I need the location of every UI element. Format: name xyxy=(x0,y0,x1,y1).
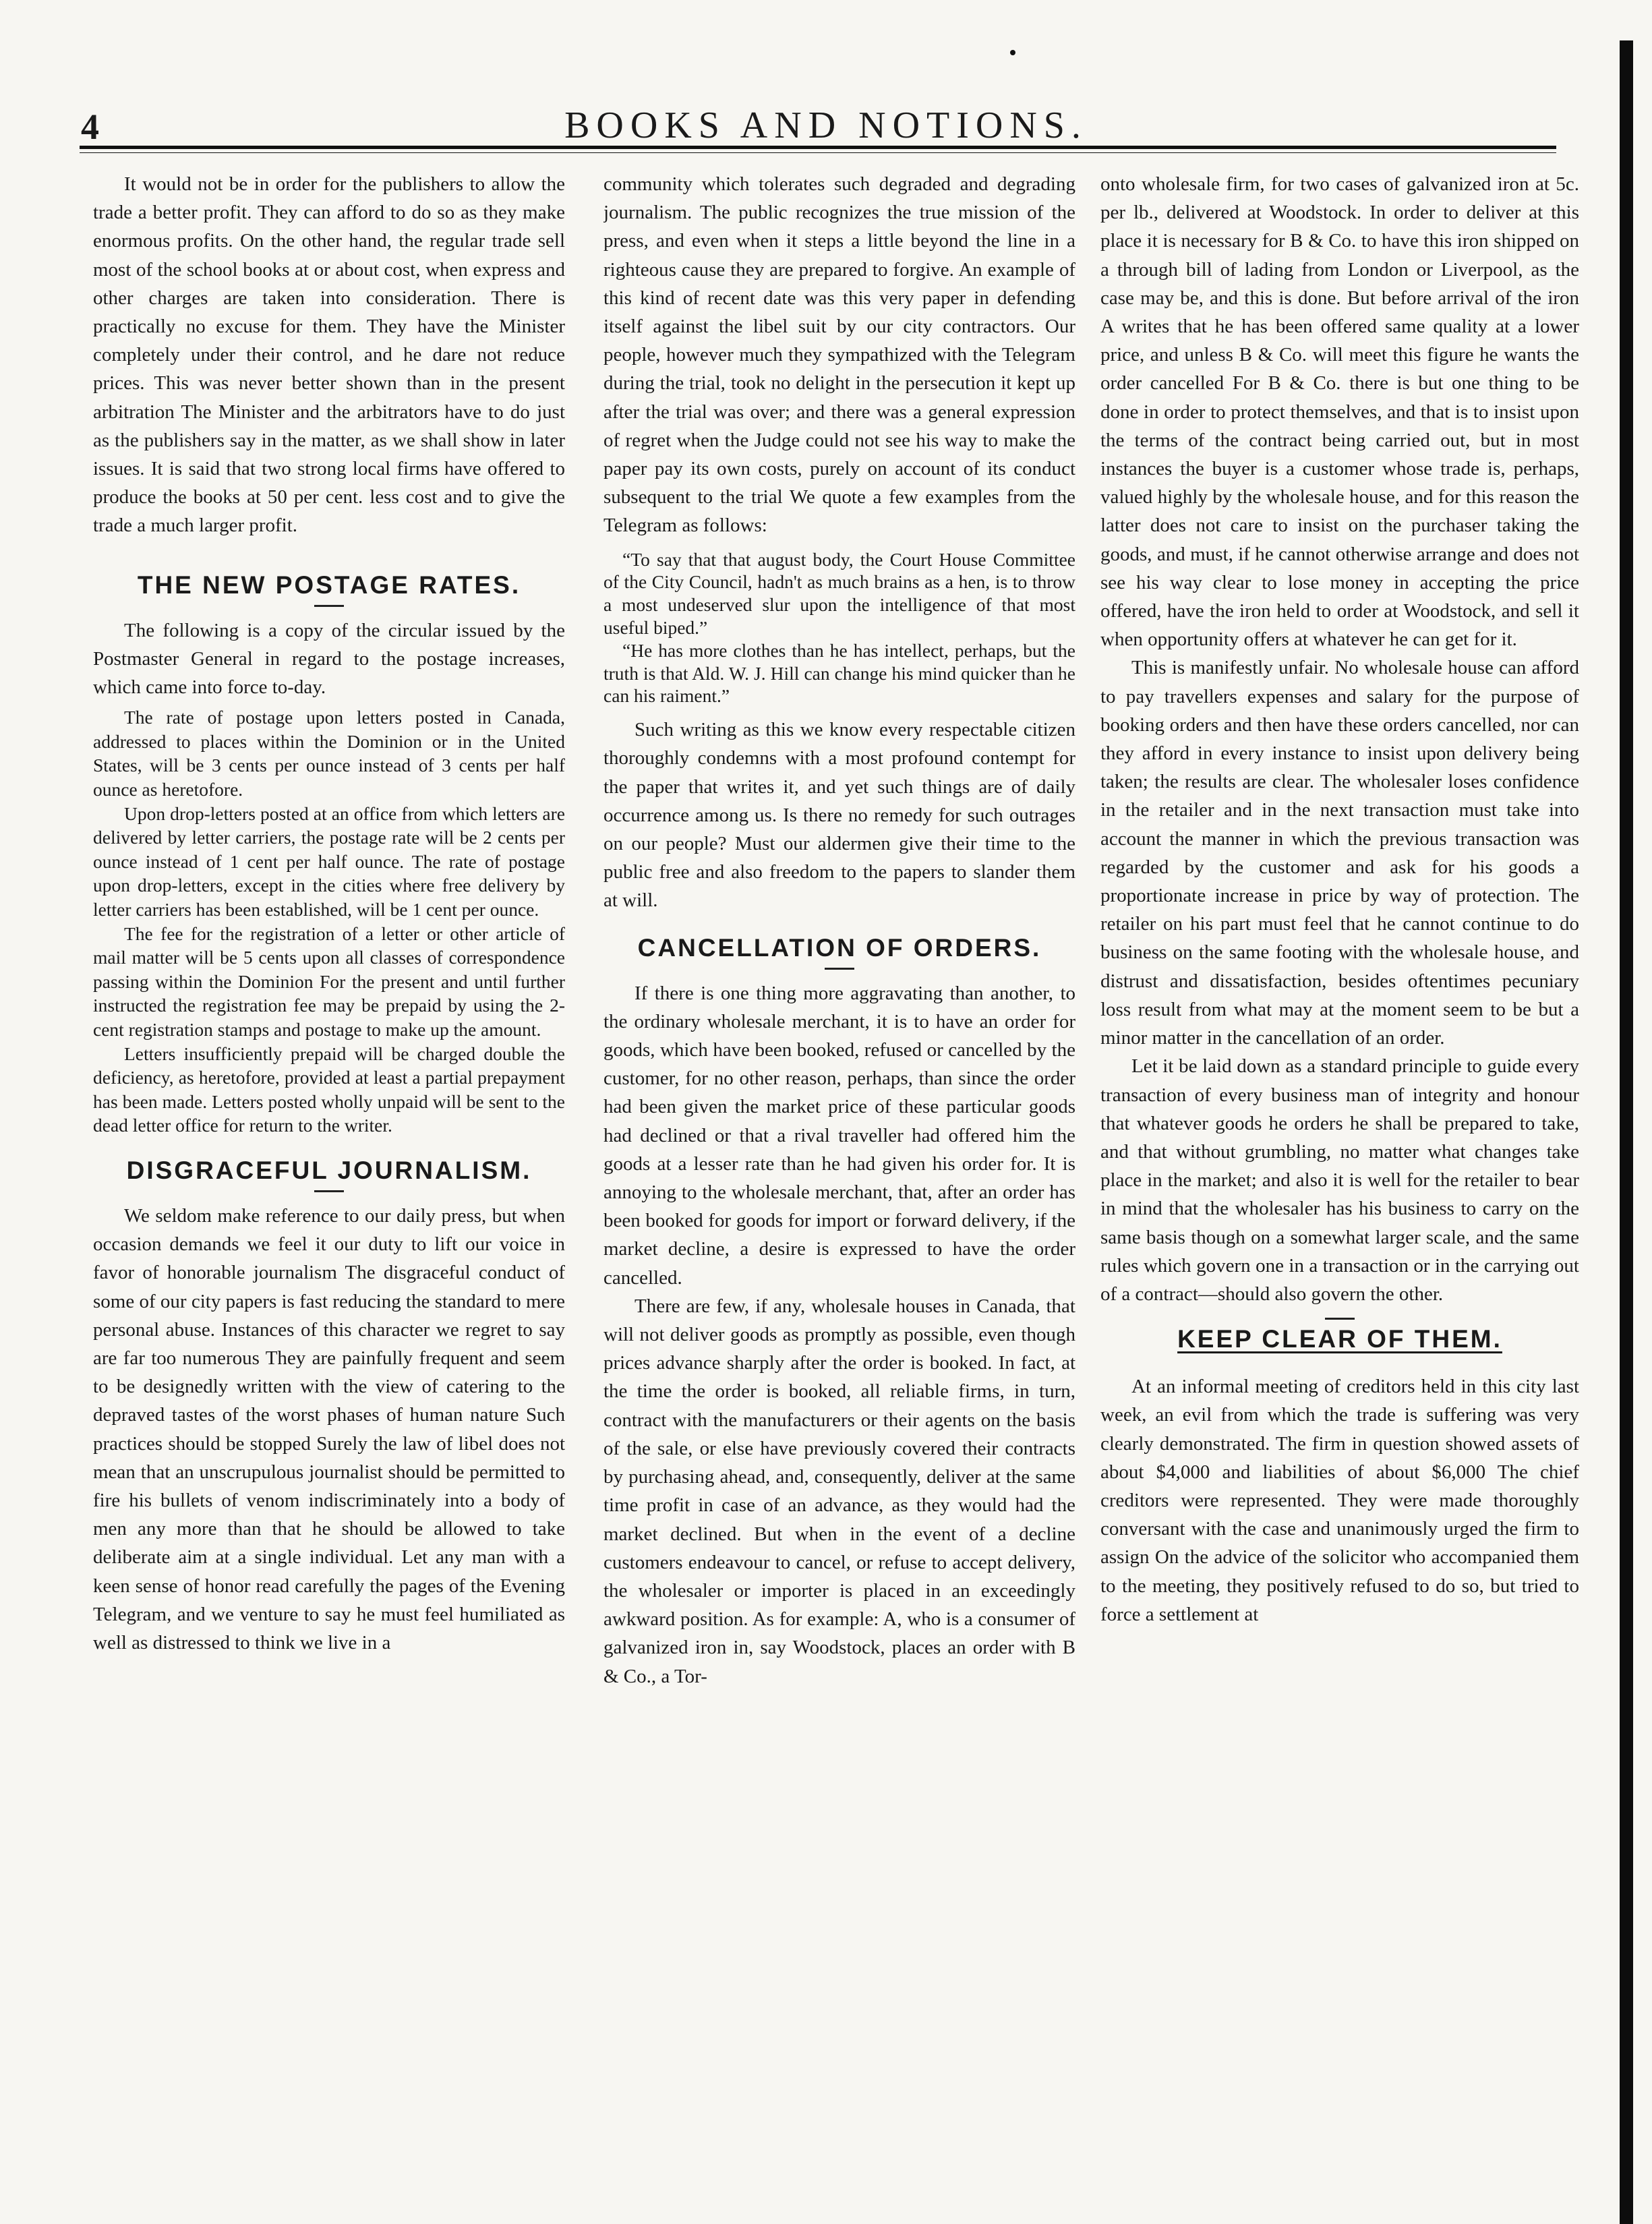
postage-paragraph: The rate of postage upon letters posted in Canada, addressed to places within the Dominion or in the United States, will be 3 cents per ounce instead of 3 cents per half ounce as heretofore. xyxy=(93,707,565,800)
postage-intro: The following is a copy of the circular issued by the Postmaster General in regard to the postage increases, which came into force to-day. xyxy=(93,619,565,699)
keep-clear-headline: KEEP CLEAR OF THEM. xyxy=(1177,1325,1502,1353)
journalism-headline: DISGRACEFUL JOURNALISM. xyxy=(126,1156,532,1184)
headline-dash xyxy=(825,968,854,970)
postage-paragraph: The fee for the registration of a letter or other article of mail matter will be 5 cents upon all classes of correspondence passing within the Dominion For the present and until further instructed the registration fee may be prepaid by using the 2-cent registration stamps and postage to make up the amount. xyxy=(93,923,565,1040)
cancellation-paragraph: Let it be laid down as a standard principle to guide every transaction of every business man of integrity and honour that whatever goods he orders he shall be prepared to take, and that without grumbling, no matter what changes take place in the market; and also it is well for the retailer to bear in mind that the wholesaler has his business to carry on the same basis though on a somewhat larger scale, and the same rules which govern one in a transaction or in the carrying out of a contract—should also govern the other. xyxy=(1100,1055,1579,1305)
postage-paragraph: Letters insufficiently prepaid will be charged double the deficiency, as heretofore, provided at least a partial prepayment has been made. Letters posted wholly unpaid will be sent to the dead letter office for return to the writer. xyxy=(93,1043,565,1136)
page-number: 4 xyxy=(81,107,99,147)
section-dash xyxy=(1325,1318,1355,1320)
journalism-closing: Such writing as this we know every respectable citizen thoroughly condemns with a most profound contempt for the paper that writes it, and yet such things are of daily occurrence among us. Is there no remedy for such outrages on our people? Must our aldermen give their time to the public free and also freedom to the papers to slander them at will. xyxy=(603,719,1075,912)
postage-headline: THE NEW POSTAGE RATES. xyxy=(137,570,521,599)
column-1 xyxy=(93,170,565,2200)
ink-dot-mark xyxy=(1010,50,1015,55)
headline-dash xyxy=(314,1190,344,1192)
intro-paragraph: It would not be in order for the publishers to allow the trade a better profit. They can afford to do so as they make enormous profits. On the other hand, the regular trade sell most of the school books at or about cost, when express and other charges are taken into consideration. There is practically no excuse for them. They have the Minister completely under their control, and he dare not reduce prices. This was never better shown than in the present arbitration The Minister and the arbitrators have to do just as the publishers say in the matter, as we shall show in later issues. It is said that two strong local firms have offered to produce the books at 50 per cent. less cost and to give the trade a much larger profit. xyxy=(93,173,565,537)
cancellation-paragraph: This is manifestly unfair. No wholesale house can afford to pay travellers expenses and salary for the purpose of booking orders and then have these orders cancelled, nor can they afford in every instance to insist upon delivery being taken; the results are clear. The wholesaler loses confidence in the retailer and in the next transaction must take into account the manner in which the previous transaction was regarded by the customer and ask for his goods a proportionate increase in price by way of protection. The retailer on his part must feel that he cannot continue to do business on the same footing with the wholesale house, and distrust and dissatisfaction, besides oftentimes pecuniary loss result from what may at the moment seem to be but a minor matter in the cancellation of an order. xyxy=(1100,657,1579,1049)
cancellation-headline: CANCELLATION OF ORDERS. xyxy=(637,933,1042,962)
cancellation-paragraph: There are few, if any, wholesale houses in Canada, that will not deliver goods as promptly as possible, even though prices advance sharply after the order is booked. In fact, at the time the order is booked, all reliable firms, in turn, contract with the manufacturers or their agents on the basis of the sale, or else have previously covered their contracts by purchasing ahead, and, consequently, deliver at the same time profit in case of an advance, as they would had the market declined. But when in the event of a decline customers endeavour to cancel, or refuse to accept delivery, the wholesaler or importer is placed in an exceedingly awkward position. As for example: A, who is a consumer of galvanized iron in, say Woodstock, places an order with B & Co., a Tor- xyxy=(603,1295,1075,1687)
telegram-quote: “He has more clothes than he has intellect, perhaps, but the truth is that Ald. W. J. Hill can change his mind quicker than he can his raiment.” xyxy=(603,639,1075,707)
journalism-paragraph: We seldom make reference to our daily press, but when occasion demands we feel it our duty to lift our voice in favor of honorable journalism The disgraceful conduct of some of our city papers is fast reducing the standard to mere personal abuse. Instances of this character we regret to say are far too numerous They are painfully frequent and seem to be designedly written with the view of catering to the depraved tastes of the worst phases of human nature Such practices should be stopped Surely the law of libel does not mean that an unscrupulous journalist should be permitted to fire his bullets of venom indiscriminately into a body of men any more than that he should be allowed to take deliberate aim at a single individual. Let any man with a keen sense of honor read carefully the pages of the Evening Telegram, and we venture to say he must feel humiliated as well as distressed to think we live in a xyxy=(93,1204,565,1654)
telegram-quote: “To say that that august body, the Court House Committee of the City Council, hadn't as much brains as a hen, is to throw a most undeserved slur upon the intelligence of that most useful biped.” xyxy=(603,548,1075,639)
headline-dash xyxy=(314,605,344,607)
keep-clear-paragraph: At an informal meeting of creditors held in this city last week, an evil from which the trade is suffering was very clearly demonstrated. The firm in question showed assets of about $4,000 and liabilities of about $6,000 The chief creditors were represented. They were made thoroughly conversant with the case and unanimously urged the firm to assign On the advice of the solicitor who accompanied them to the meeting, they positively refused to do so, but tried to force a settlement at xyxy=(1100,1376,1579,1625)
cancellation-continued: onto wholesale firm, for two cases of galvanized iron at 5c. per lb., delivered at Woodstock. In order to deliver at this place it is necessary for B & Co. to have this iron shipped on a through bill of lading from London or Liverpool, as the case may be, and this is done. But before arrival of the iron A writes that he has been offered same quality at a lower price, and unless B & Co. will meet this figure he wants the order cancelled For B & Co. there is but one thing to be done in order to protect themselves, and that is to insist upon the terms of the contract being carried out, but in most instances the buyer is a customer whose trade is, perhaps, valued highly by the wholesale house, and for this reason the latter does not care to insist on the purchaser taking the goods, and must, if he cannot otherwise arrange and does not see his way clear to lose money in accepting the price offered, have the iron held to order at Woodstock, and sell it when opportunity offers at whatever he can get for it. xyxy=(1100,173,1579,651)
cancellation-paragraph: If there is one thing more aggravating than another, to the ordinary wholesale merchant, it is to have an order for goods, which have been booked, refused or cancelled by the customer, for no other reason, perhaps, than since the order had been given the market price of these particular goods had declined or that a rival traveller had offered him the goods at a lesser rate than he had given his order for. It is annoying to the wholesale merchant, that, after an order has been booked for goods for import or forward delivery, if the market decline, a desire is expressed to have the order cancelled. xyxy=(603,982,1075,1289)
page-edge-mark xyxy=(1620,40,1633,2224)
column-2 xyxy=(603,170,1075,2200)
masthead-rule xyxy=(80,146,1556,153)
running-title: BOOKS AND NOTIONS. xyxy=(564,105,1088,146)
column-3 xyxy=(1100,170,1579,2200)
journalism-continued: community which tolerates such degraded and degrading journalism. The public recognizes the true mission of the press, and even when it steps a little beyond the line in a righteous cause they are prepared to forgive. An example of this kind of recent date was this very paper in defending itself against the libel suit by our city contractors. Our people, however much they sympathized with the Telegram during the trial, took no delight in the persecution it kept up after the trial was over; and there was a general expression of regret when the Judge could not see his way to make the paper pay its own costs, purely on account of its conduct subsequent to the trial We quote a few examples from the Telegram as follows: xyxy=(603,173,1075,537)
postage-paragraph: Upon drop-letters posted at an office from which letters are delivered by letter carriers, the postage rate will be 2 cents per ounce instead of 1 cent per half ounce. The rate of postage upon drop-letters, except in the cities where free delivery by letter carriers has been established, will be 1 cent per ounce. xyxy=(93,802,565,920)
